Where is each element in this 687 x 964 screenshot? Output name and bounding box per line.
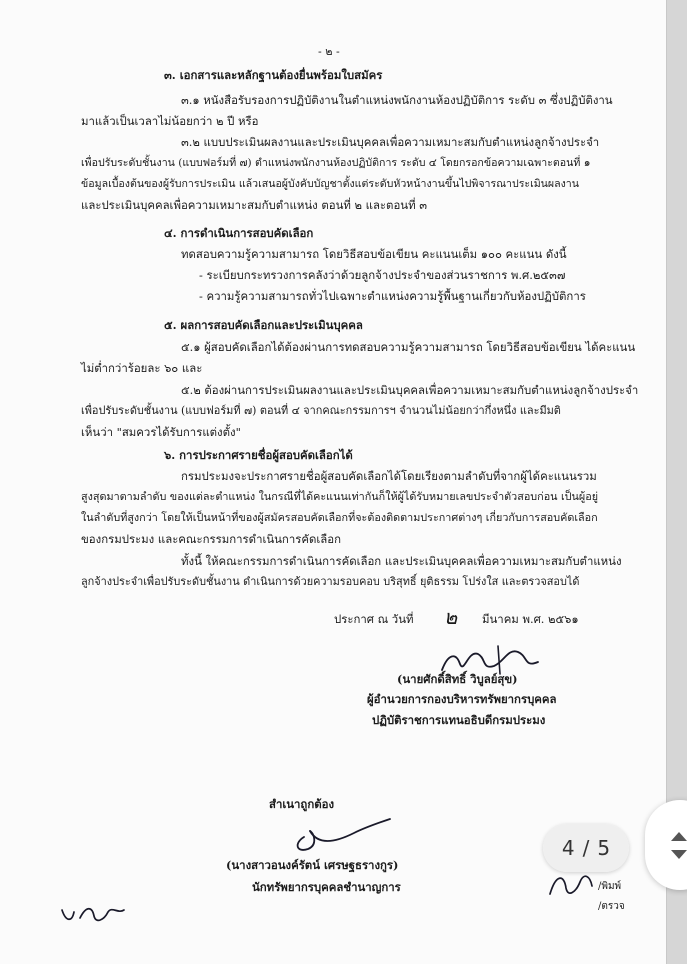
certifier-title: นักทรัพยากรบุคคลชำนาญการ [252,880,401,894]
closing-line1: ทั้งนี้ ให้คณะกรรมการดำเนินการคัดเลือก และประเมินบุคคลเพื่อความเหมาะสมกับตำแหน่ง [181,554,622,568]
total-pages: 5 [597,836,611,860]
signatory-name: (นายศักดิ์สิทธิ์ วิบูลย์สุข) [397,672,518,686]
section5-heading: ๕. ผลการสอบคัดเลือกและประเมินบุคคล [164,318,363,332]
section5-p52-line1: ๕.๒ ต้องผ่านการประเมินผลงานและประเมินบุคคลเพื่อความเหมาะสมกับตำแหน่งลูกจ้างประจำ [181,383,639,397]
closing-line2: ลูกจ้างประจำเพื่อปรับระดับชั้นงาน ดำเนินการด้วยความรอบคอบ บริสุทธิ์ ยุติธรรม โปร่งใส และตรวจสอบได้ [81,575,580,588]
initials-signature [58,900,128,932]
current-page: 4 [561,836,575,860]
certified-label: สำเนาถูกต้อง [269,797,335,811]
page-number: - ๒ - [318,45,340,58]
announce-day: ๒ [444,605,458,629]
typed-mark: /พิมพ์ [598,881,622,892]
certifier-name: (นางสาวอนงค์รัตน์ เศรษฐธรางกูร) [226,858,399,872]
section3-heading: ๓. เอกสารและหลักฐานต้องยื่นพร้อมใบสมัคร [164,68,383,82]
signatory-title1: ผู้อำนวยการกองบริหารทรัพยากรบุคคล [367,692,557,706]
typist-initials [546,868,602,906]
section4-heading: ๔. การดำเนินการสอบคัดเลือก [164,226,314,240]
section5-p51-line2: ไม่ต่ำกว่าร้อยละ ๖๐ และ [81,361,203,375]
chevron-up-icon[interactable] [671,832,687,841]
section4-bullet2: - ความรู้ความสามารถทั่วไปเฉพาะตำแหน่งความรู้พื้นฐานเกี่ยวกับห้องปฏิบัติการ [199,289,586,303]
checked-mark: /ตรวจ [598,901,625,912]
section4-line1: ทดสอบความรู้ความสามารถ โดยวิธีสอบข้อเขียน คะแนนเต็ม ๑๐๐ คะแนน ดังนี้ [181,247,567,261]
section6-line4: ของกรมประมง และคณะกรรมการดำเนินการคัดเลือก [81,532,341,546]
announce-month-year: มีนาคม พ.ศ. ๒๕๖๑ [482,612,579,626]
signatory-title2: ปฏิบัติราชการแทนอธิบดีกรมประมง [372,713,546,727]
section3-p31-line1: ๓.๑ หนังสือรับรองการปฏิบัติงานในตำแหน่งพนักงานห้องปฏิบัติการ ระดับ ๓ ซึ่งปฏิบัติงาน [181,93,613,107]
section3-p32-line1: ๓.๒ แบบประเมินผลงานและประเมินบุคคลเพื่อความเหมาะสมกับตำแหน่งลูกจ้างประจำ [181,135,600,149]
section3-p32-line2: เพื่อปรับระดับชั้นงาน (แบบฟอร์มที่ ๗) ตำแหน่งพนักงานห้องปฏิบัติการ ระดับ ๔ โดยกรอกข้อความเฉพาะตอนที่ ๑ [81,157,591,169]
page-indicator [543,824,629,872]
section6-line1: กรมประมงจะประกาศรายชื่อผู้สอบคัดเลือกได้โดยเรียงตามลำดับที่จากผู้ได้คะแนนรวม [181,469,597,483]
section3-p32-line4: และประเมินบุคคลเพื่อความเหมาะสมกับตำแหน่ง ตอนที่ ๒ และตอนที่ ๓ [81,198,427,212]
certifier-signature [284,815,394,861]
section6-line3: ในลำดับที่สูงกว่า โดยให้เป็นหน้าที่ของผู้สมัครสอบคัดเลือกที่จะต้องติดตามประกาศต่างๆ เกี่ยวกับการสอบคัดเลือก [81,511,598,524]
section4-bullet1: - ระเบียบกระทรวงการคลังว่าด้วยลูกจ้างประจำของส่วนราชการ พ.ศ.๒๕๓๗ [199,268,566,282]
chevron-down-icon[interactable] [671,850,687,859]
announce-label: ประกาศ ณ วันที่ [334,612,414,626]
section6-line2: สูงสุดมาตามลำดับ ของแต่ละตำแหน่ง ในกรณีที่ได้คะแนนเท่ากันก็ให้ผู้ได้รับหมายเลขประจำตัวสอบก่อน เป็นผู้อยู่ [81,490,599,503]
section3-p32-line3: ข้อมูลเบื้องต้นของผู้รับการประเมิน แล้วเสนอผู้บังคับบัญชาตั้งแต่ระดับหัวหน้างานขึ้นไปพิจารณาประเมินผลงาน [81,178,579,190]
section5-p52-line2: เพื่อปรับระดับชั้นงาน (แบบฟอร์มที่ ๗) ตอนที่ ๔ จากคณะกรรมการฯ จำนวนไม่น้อยกว่ากึ่งหนึ่ง และมีมติ [81,404,561,417]
page-separator: / [582,836,590,860]
section6-heading: ๖. การประกาศรายชื่อผู้สอบคัดเลือกได้ [164,448,353,462]
section3-p31-line2: มาแล้วเป็นเวลาไม่น้อยกว่า ๒ ปี หรือ [81,114,259,128]
section5-p52-line3: เห็นว่า "สมควรได้รับการแต่งตั้ง" [81,425,241,439]
section5-p51-line1: ๕.๑ ผู้สอบคัดเลือกได้ต้องผ่านการทดสอบความรู้ความสามารถ โดยวิธีสอบข้อเขียน ได้คะแนน [181,340,636,354]
